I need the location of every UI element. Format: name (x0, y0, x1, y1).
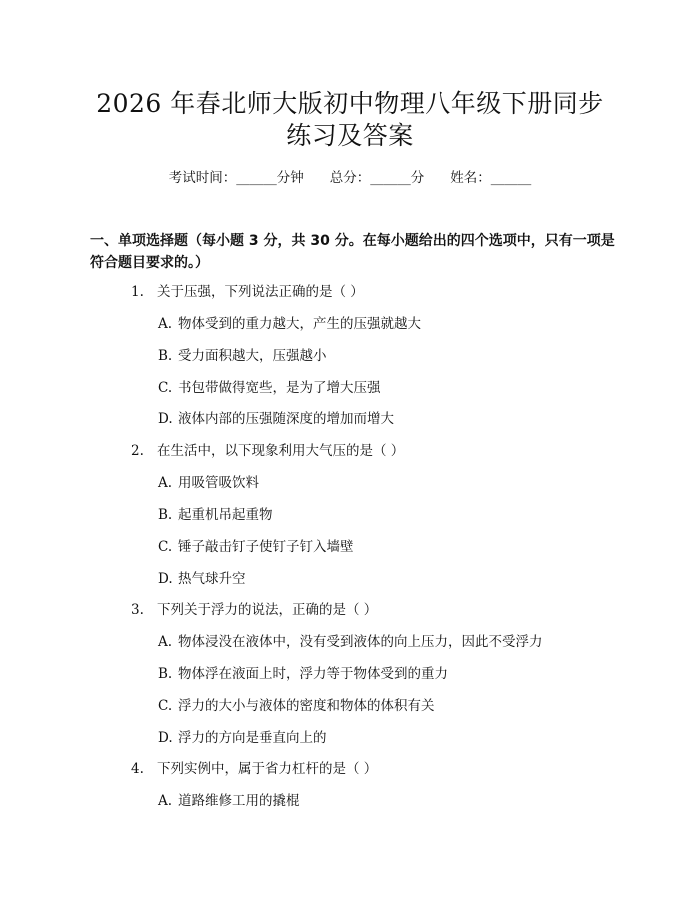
question-1 (131, 282, 364, 302)
page-title-continued: 练习及答案 (286, 121, 414, 150)
option-letter: C. (158, 539, 173, 555)
exam-time-field: 考试时间：______分钟 (168, 170, 304, 186)
question-1-option-c (158, 378, 381, 398)
option-letter: A. (158, 793, 173, 809)
option-letter: C. (158, 698, 173, 714)
student-name-field: 姓名：______ (450, 170, 532, 186)
option-letter: D. (158, 411, 173, 427)
option-letter: D. (158, 730, 173, 746)
option-text: 浮力的方向是垂直向上的 (178, 730, 327, 746)
option-text: 用吸管吸饮料 (178, 475, 259, 491)
option-text: 浮力的大小与液体的密度和物体的体积有关 (178, 698, 435, 714)
question-4 (131, 759, 377, 779)
option-text: 书包带做得宽些，是为了增大压强 (178, 380, 381, 396)
question-text: 下列关于浮力的说法，正确的是（ ） (157, 602, 378, 618)
option-text: 热气球升空 (178, 571, 246, 587)
option-text: 受力面积越大，压强越小 (178, 348, 327, 364)
option-text: 道路维修工用的撬棍 (178, 793, 300, 809)
question-3-option-b (158, 664, 448, 684)
question-1-option-b (158, 346, 327, 366)
page-title: 2026 年春北师大版初中物理八年级下册同步 (96, 89, 604, 118)
question-1-option-d (158, 409, 394, 429)
option-text: 物体浮在液面上时，浮力等于物体受到的重力 (178, 666, 448, 682)
question-2-option-b (158, 505, 273, 525)
section-heading: 一、单项选择题（每小题 3 分，共 30 分。在每小题给出的四个选项中，只有一项是符合题目要求的。） (90, 233, 615, 271)
question-3-option-c (158, 696, 435, 716)
option-text: 起重机吊起重物 (178, 507, 273, 523)
option-text: 锤子敲击钉子使钉子钉入墙壁 (178, 539, 354, 555)
question-3 (131, 600, 377, 620)
question-2-option-a (158, 473, 259, 493)
option-letter: B. (158, 507, 173, 523)
question-text: 下列实例中，属于省力杠杆的是（ ） (157, 761, 378, 777)
question-3-option-a (158, 632, 543, 652)
option-text: 物体受到的重力越大，产生的压强就越大 (178, 316, 421, 332)
question-number: 1. (131, 284, 144, 300)
option-letter: A. (158, 475, 173, 491)
question-number: 4. (131, 761, 144, 777)
option-letter: A. (158, 316, 173, 332)
question-number: 2. (131, 443, 144, 459)
question-1-option-a (158, 314, 421, 334)
option-letter: D. (158, 571, 173, 587)
option-letter: C. (158, 380, 173, 396)
option-text: 液体内部的压强随深度的增加而增大 (178, 411, 394, 427)
question-text: 在生活中，以下现象利用大气压的是（ ） (157, 443, 405, 459)
exam-meta-row (0, 168, 700, 188)
question-2 (131, 441, 404, 461)
total-score-field: 总分：______分 (329, 170, 425, 186)
question-2-option-c (158, 537, 354, 557)
question-3-option-d (158, 728, 327, 748)
question-text: 关于压强，下列说法正确的是（ ） (157, 284, 364, 300)
option-text: 物体浸没在液体中，没有受到液体的向上压力，因此不受浮力 (178, 634, 543, 650)
option-letter: B. (158, 666, 173, 682)
question-2-option-d (158, 569, 246, 589)
option-letter: A. (158, 634, 173, 650)
question-number: 3. (131, 602, 144, 618)
option-letter: B. (158, 348, 173, 364)
question-4-option-a (158, 791, 300, 811)
